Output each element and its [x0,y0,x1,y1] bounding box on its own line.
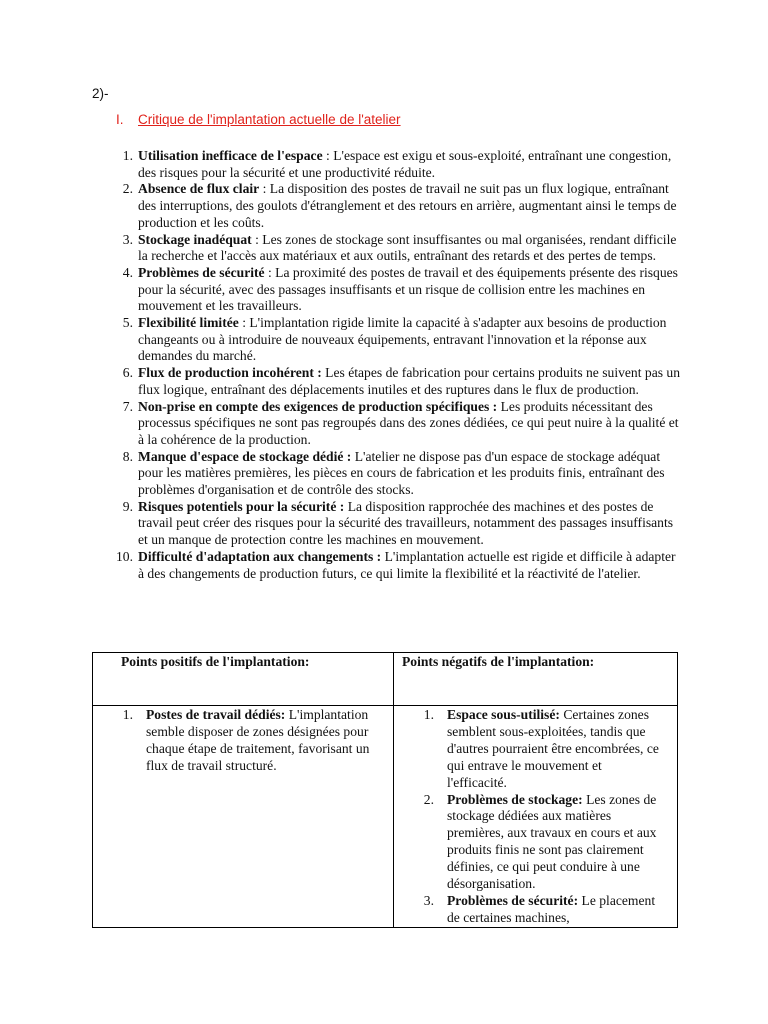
list-item [105,365,681,398]
item-text: La disposition rapprochée des machines et des postes de travail peut créer des risques pour la sécurité des travailleurs, notamment des passages insuffisants et un manque de protection contre les machines en mouvement. [138,498,674,548]
item-text: Les produits nécessitant des processus spécifiques ne sont pas regroupés dans des zones dédiées, ce qui peut nuire à la qualité et à la cohérence de la production. [138,398,679,447]
critique-list [105,148,681,582]
item-number: 7 . [105,399,133,416]
item-text: : Les zones de stockage sont insuffisantes ou mal organisées, rendant difficile la recherche et l'accès aux matériaux et aux outils, entraînant des retards et des pertes de temps. [138,231,677,264]
item-number: 3 . [105,232,133,249]
item-term: Manque d'espace de stockage dédié : [138,448,352,464]
item-term: Utilisation inefficace de l'espace [138,148,323,163]
item-text: : La disposition des postes de travail ne suit pas un flux logique, entraînant des interruptions, des goulots d'étranglement et des retours en arrière, augmentant ainsi le temps de production et les coûts. [138,181,677,230]
item-text: Les zones de stockage dédiées aux matières premières, aux travaux en cours et aux produits finis ne sont pas clairement définies, ce qui peut conduire à une désorganisation. [447,791,657,892]
list-item [105,148,681,181]
list-item [122,707,393,775]
item-number: 5 . [105,315,133,332]
item-term: Absence de flux clair [138,181,260,197]
list-item [423,707,677,792]
item-number: 9 . [105,499,133,516]
item-text: Les étapes de fabrication pour certains produits ne suivent pas un flux logique, entraînant des déplacements inutiles et des ruptures dans le flux de production. [138,365,681,397]
item-number: 3 . [414,893,434,910]
item-number: 1 . [105,148,133,165]
item-term: Difficulté d'adaptation aux changements : [138,548,382,564]
list-item [105,232,681,265]
positive-header-cell [93,653,394,706]
list-item [423,791,677,893]
item-text: : La proximité des postes de travail et des équipements présente des risques pour la sécurité, avec des passages insuffisants et un risque de collision entre les machines en mouvement et les travailleurs. [138,264,678,314]
item-term: Non-prise en compte des exigences de production spécifiques : [138,398,498,414]
list-item [105,265,681,315]
item-number: 10 . [105,549,133,566]
item-text: L'implantation actuelle est rigide et difficile à adapter à des changements de production futurs, ce qui limite la flexibilité et la réactivité de l'atelier. [138,548,676,581]
item-text: L'implantation semble disposer de zones désignées pour chaque étape de traitement, favorisant un flux de travail structuré. [146,707,370,773]
item-text: Certaines zones semblent sous-exploitées, tandis que d'autres pourraient être encombrées, ce qui entrave le mouvement et l'efficacité. [447,707,659,790]
positive-header: Points positifs de l'implantation: [121,654,310,669]
negative-header: Points négatifs de l'implantation: [402,654,595,669]
heading-title: Critique de l'implantation actuelle de l'atelier [138,112,401,127]
section-heading [116,112,401,127]
item-number: 1 . [414,707,434,724]
item-term: Risques potentiels pour la sécurité : [138,498,345,514]
item-term: Problèmes de sécurité: [447,892,579,908]
negative-points-cell [394,706,678,928]
points-table [92,652,678,928]
heading-numeral: I. [116,112,124,127]
positive-points-cell [93,706,394,928]
item-term: Espace sous-utilisé: [447,707,560,722]
item-number: 2 . [414,792,434,809]
section-number: 2)- [92,86,109,101]
negative-header-cell [394,653,678,706]
list-item [105,181,681,231]
item-term: Postes de travail dédiés: [146,707,286,722]
item-number: 4 . [105,265,133,282]
item-number: 6 . [105,365,133,382]
list-item [105,499,681,549]
item-term: Problèmes de sécurité [138,264,265,280]
item-term: Stockage inadéquat [138,231,252,247]
item-number: 2 . [105,181,133,198]
item-text: Le placement de certaines machines, [447,892,656,925]
item-term: Problèmes de stockage: [447,791,583,807]
item-term: Flexibilité limitée [138,315,239,331]
item-number: 8 . [105,449,133,466]
item-text: : L'implantation rigide limite la capacité à s'adapter aux besoins de production changeants ou à introduire de nouveaux équipements, entravant l'innovation et la réponse aux demandes du marché. [138,315,667,364]
item-number: 1 . [113,707,133,724]
list-item [105,549,681,582]
list-item [105,449,681,499]
list-item [423,892,677,927]
negative-points-list [394,706,677,927]
item-text: : L'espace est exigu et sous-exploité, entraînant une congestion, des risques pour la sécurité et une productivité réduite. [138,148,672,180]
list-item [105,399,681,449]
list-item [105,315,681,365]
item-term: Flux de production incohérent : [138,365,322,381]
item-text: L'atelier ne dispose pas d'un espace de stockage adéquat pour les matières premières, les pièces en cours de fabrication et les produits finis, entraînant des problèmes d'organisation et de contrôle des stocks. [138,448,665,498]
positive-points-list [93,706,393,775]
